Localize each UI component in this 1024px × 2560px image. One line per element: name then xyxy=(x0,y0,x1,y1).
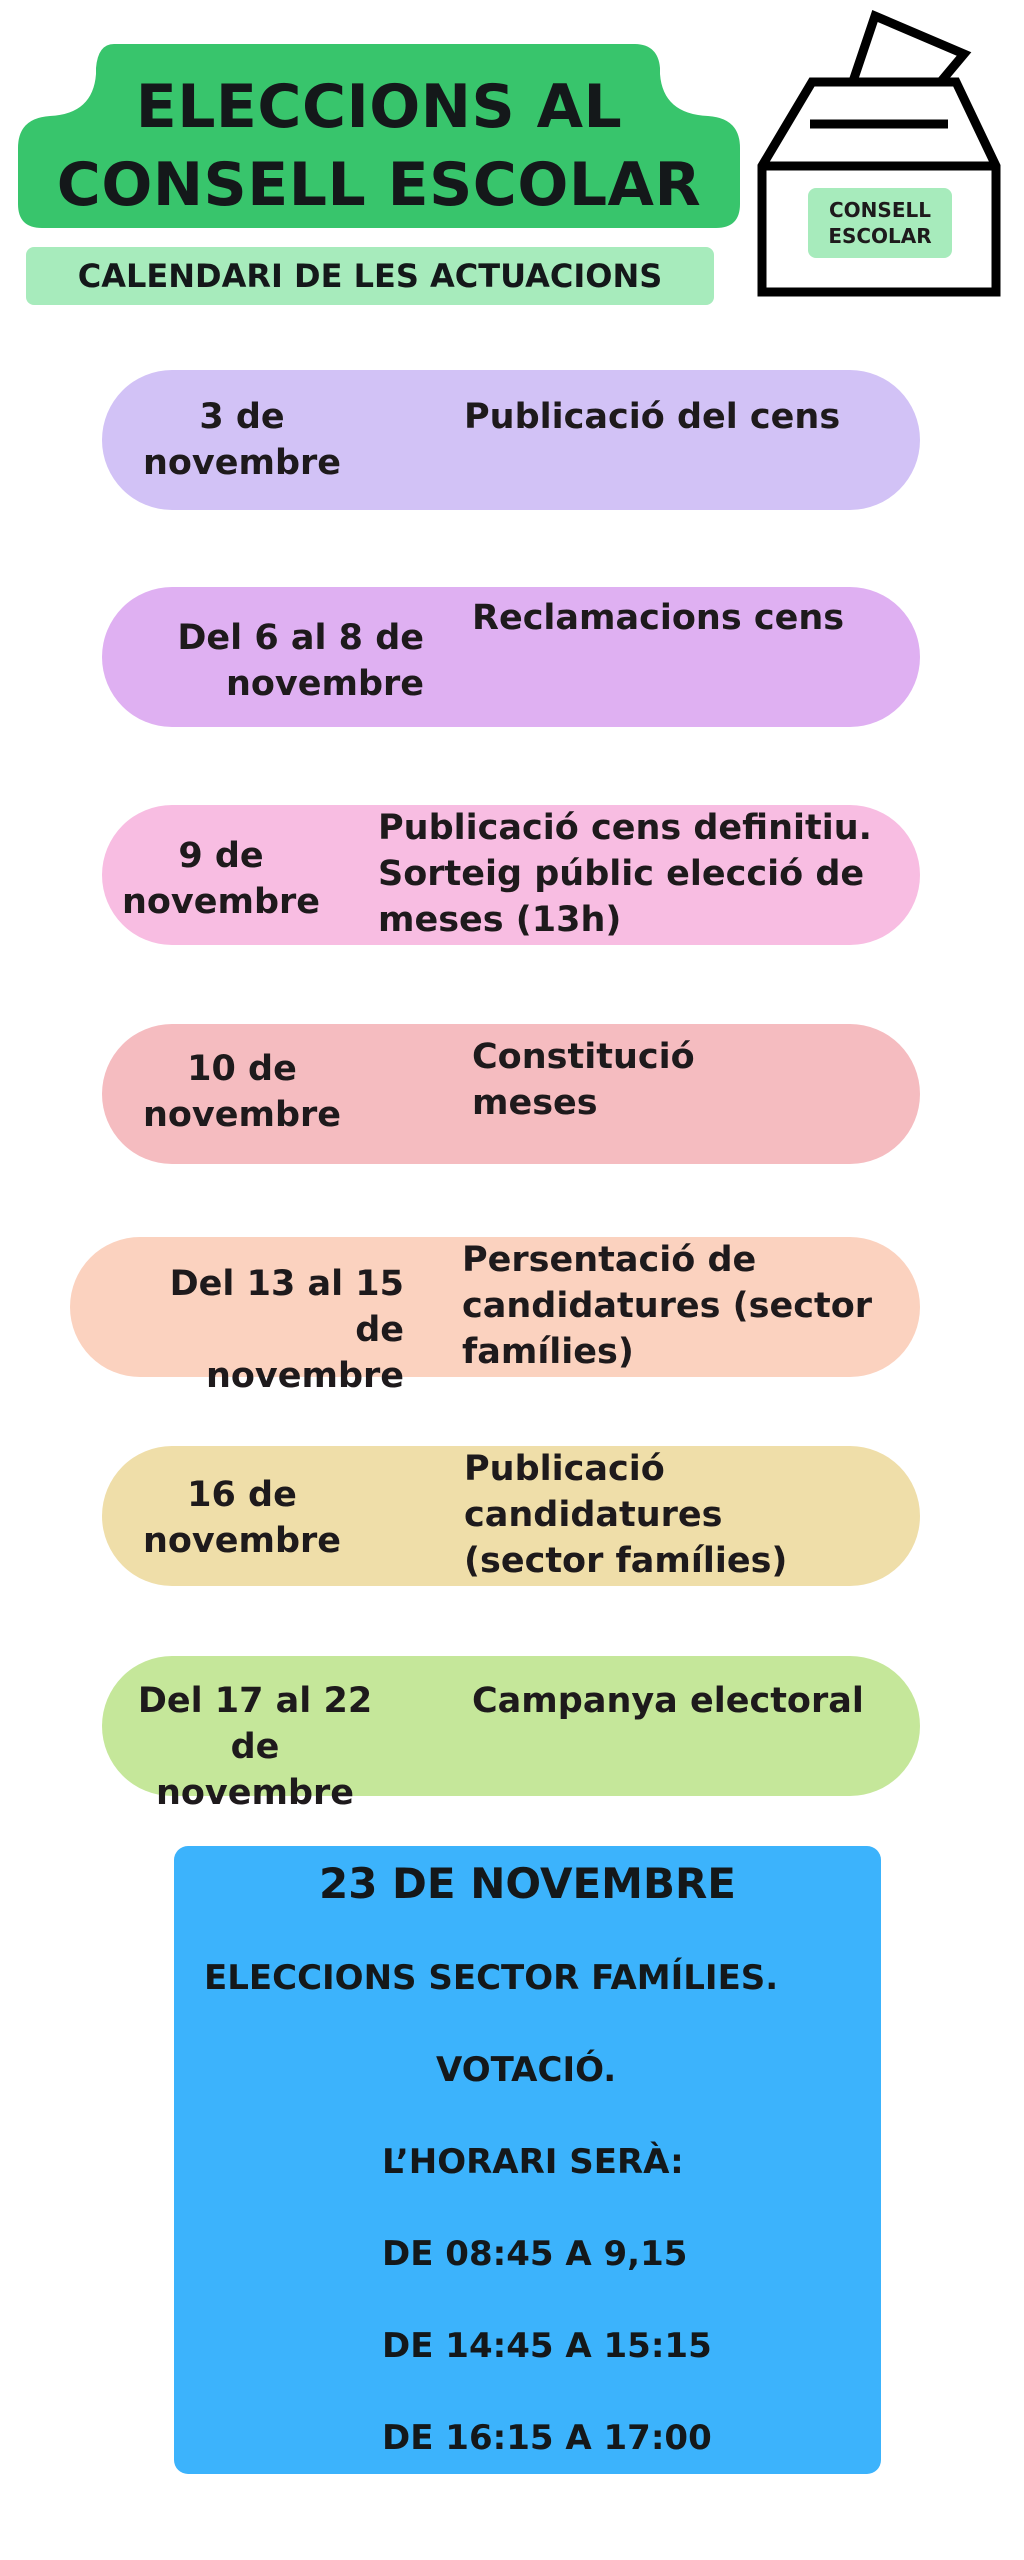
event-description xyxy=(378,805,872,943)
title-line-1: ELECCIONS AL xyxy=(135,72,623,142)
event-desc-line-1: Publicació cens definitiu. xyxy=(378,808,872,848)
election-time-slot-1: DE 08:45 A 9,15 xyxy=(382,2234,688,2274)
event-desc-line-1: Constitució xyxy=(472,1037,695,1077)
event-date-line-1: Del 6 al 8 de xyxy=(177,618,424,658)
election-vote-text: VOTACIÓ. xyxy=(436,2050,617,2090)
event-pill-6 xyxy=(102,1446,920,1586)
event-pill-4 xyxy=(102,1024,920,1164)
event-date-line-2: novembre xyxy=(155,1773,355,1813)
event-date-line-2: novembre xyxy=(142,443,342,483)
event-date xyxy=(110,1261,404,1399)
event-date-line-2: novembre xyxy=(142,1095,342,1135)
event-description xyxy=(472,1678,864,1724)
event-pill-5 xyxy=(70,1237,920,1396)
event-description xyxy=(462,1237,872,1375)
event-desc-line-2: candidatures (sector xyxy=(462,1286,873,1326)
election-day-box xyxy=(174,1846,881,2474)
event-date-line-2: novembre xyxy=(142,1521,342,1561)
event-date xyxy=(110,1678,400,1816)
event-date-line-1: 16 de xyxy=(187,1475,297,1515)
event-date-line-1: Del 13 al 15 de xyxy=(169,1264,404,1350)
election-day-heading: 23 DE NOVEMBRE xyxy=(318,1859,736,1908)
event-date xyxy=(134,615,424,707)
event-desc-line-1: Campanya electoral xyxy=(472,1681,864,1721)
event-desc-line-3: famílies) xyxy=(462,1332,634,1372)
ballot-badge-line-2: ESCOLAR xyxy=(828,224,932,248)
event-date xyxy=(142,1046,342,1138)
event-pill-2 xyxy=(102,587,920,727)
event-date xyxy=(116,833,326,925)
page-subtitle: CALENDARI DE LES ACTUACIONS xyxy=(26,247,714,305)
event-date xyxy=(142,394,342,486)
event-pill-1 xyxy=(102,370,920,510)
ballot-badge xyxy=(808,188,952,258)
event-date-line-2: novembre xyxy=(121,882,321,922)
election-schedule-heading: L’HORARI SERÀ: xyxy=(382,2142,684,2182)
election-time-slot-2: DE 14:45 A 15:15 xyxy=(382,2326,712,2366)
ballot-badge-line-1: CONSELL xyxy=(829,198,931,222)
event-date xyxy=(142,1472,342,1564)
event-desc-line-2: Sorteig públic elecció de xyxy=(378,854,865,894)
event-pill-7 xyxy=(102,1656,920,1813)
event-desc-line-2: candidatures xyxy=(464,1495,723,1535)
event-desc-line-3: meses (13h) xyxy=(378,900,622,940)
event-date-line-2: novembre xyxy=(205,1356,404,1396)
event-desc-line-3: (sector famílies) xyxy=(464,1541,788,1581)
event-date-line-1: 3 de xyxy=(199,397,285,437)
page-title xyxy=(18,68,740,224)
event-desc-line-2: meses xyxy=(472,1083,598,1123)
event-desc-line-1: Publicació xyxy=(464,1449,665,1489)
event-date-line-1: 9 de xyxy=(178,836,264,876)
event-description xyxy=(472,595,844,641)
event-pill-3 xyxy=(102,805,920,945)
event-desc-line-1: Persentació de xyxy=(462,1240,757,1280)
event-description xyxy=(472,1034,695,1126)
event-date-line-2: novembre xyxy=(225,664,424,704)
title-line-2: CONSELL ESCOLAR xyxy=(56,150,702,220)
event-description xyxy=(464,1446,787,1584)
event-desc-line-1: Reclamacions cens xyxy=(472,598,845,638)
election-time-slot-3: DE 16:15 A 17:00 xyxy=(382,2418,712,2458)
event-date-line-1: 10 de xyxy=(187,1049,297,1089)
election-sector-text: ELECCIONS SECTOR FAMÍLIES. xyxy=(204,1958,779,1998)
event-description xyxy=(464,394,840,440)
event-date-line-1: Del 17 al 22 de xyxy=(137,1681,373,1767)
event-desc-line-1: Publicació del cens xyxy=(464,397,841,437)
title-banner xyxy=(18,44,740,228)
